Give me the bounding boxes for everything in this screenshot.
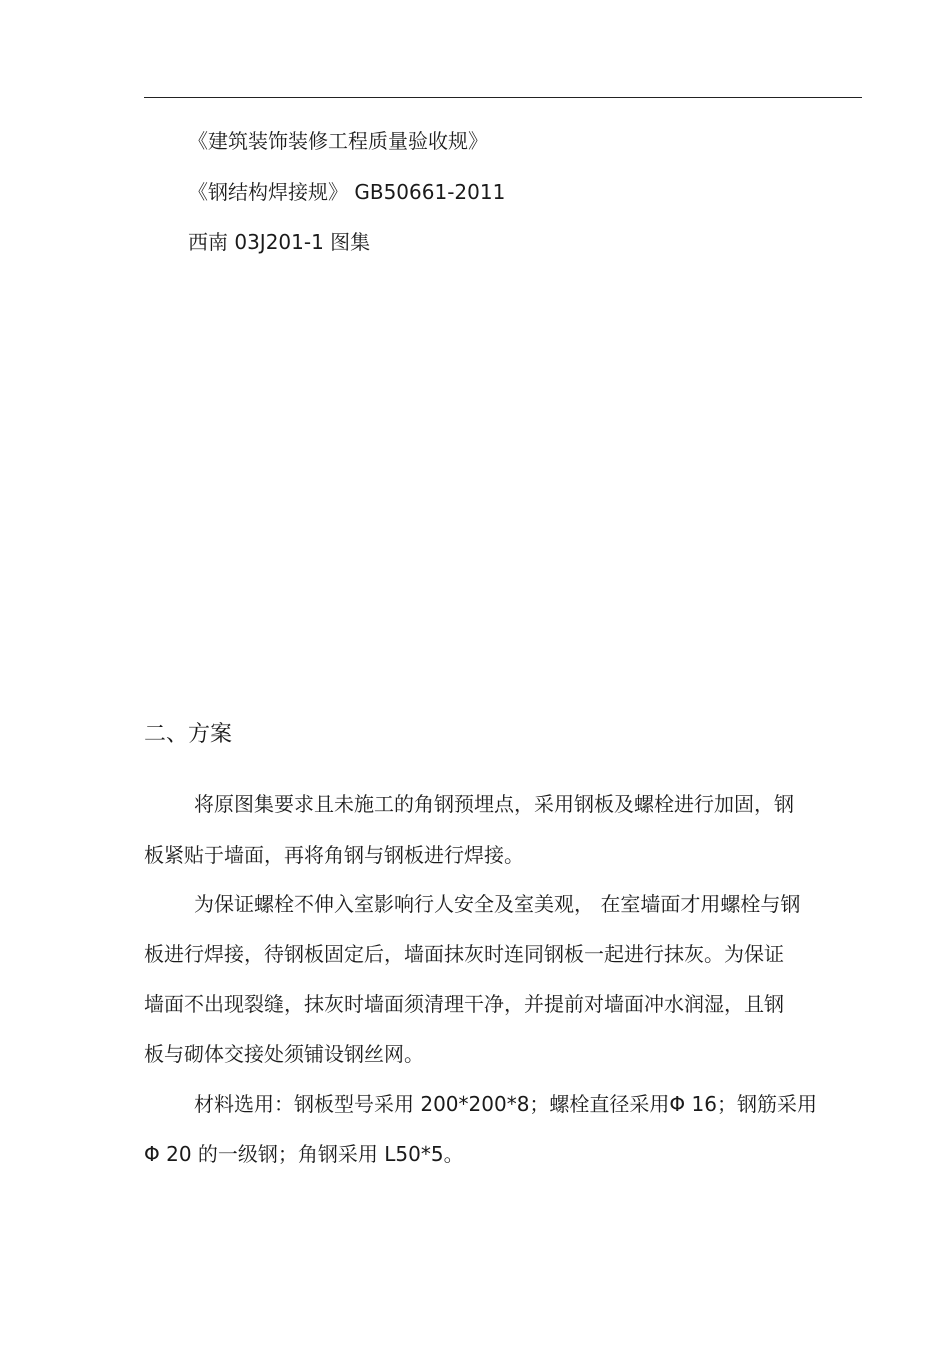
paragraph-3-line-1: 材料选用：钢板型号采用 200*200*8；螺栓直径采用Φ 16；钢筋采用 (194, 1092, 817, 1116)
paragraph-2-line-1: 为保证螺栓不伸入室影响行人安全及室美观， 在室墙面才用螺栓与钢 (194, 892, 801, 916)
paragraph-2-line-2: 板进行焊接，待钢板固定后，墙面抹灰时连同钢板一起进行抹灰。为保证 (144, 942, 784, 966)
reference-line-3: 西南 03J201-1 图集 (188, 230, 371, 254)
paragraph-1-line-2: 板紧贴于墙面，再将角钢与钢板进行焊接。 (144, 843, 524, 867)
section-heading: 二、方案 (144, 722, 233, 747)
reference-line-1: 《建筑装饰装修工程质量验收规》 (188, 129, 488, 153)
paragraph-3-line-2: Φ 20 的一级钢；角钢采用 L50*5。 (144, 1142, 464, 1166)
reference-line-2: 《钢结构焊接规》 GB50661-2011 (188, 180, 506, 204)
header-rule (144, 97, 862, 98)
paragraph-1-line-1: 将原图集要求且未施工的角钢预埋点，采用钢板及螺栓进行加固，钢 (194, 792, 794, 816)
paragraph-2-line-4: 板与砌体交接处须铺设钢丝网。 (144, 1042, 424, 1066)
paragraph-2-line-3: 墙面不出现裂缝，抹灰时墙面须清理干净，并提前对墙面冲水润湿，且钢 (144, 992, 784, 1016)
